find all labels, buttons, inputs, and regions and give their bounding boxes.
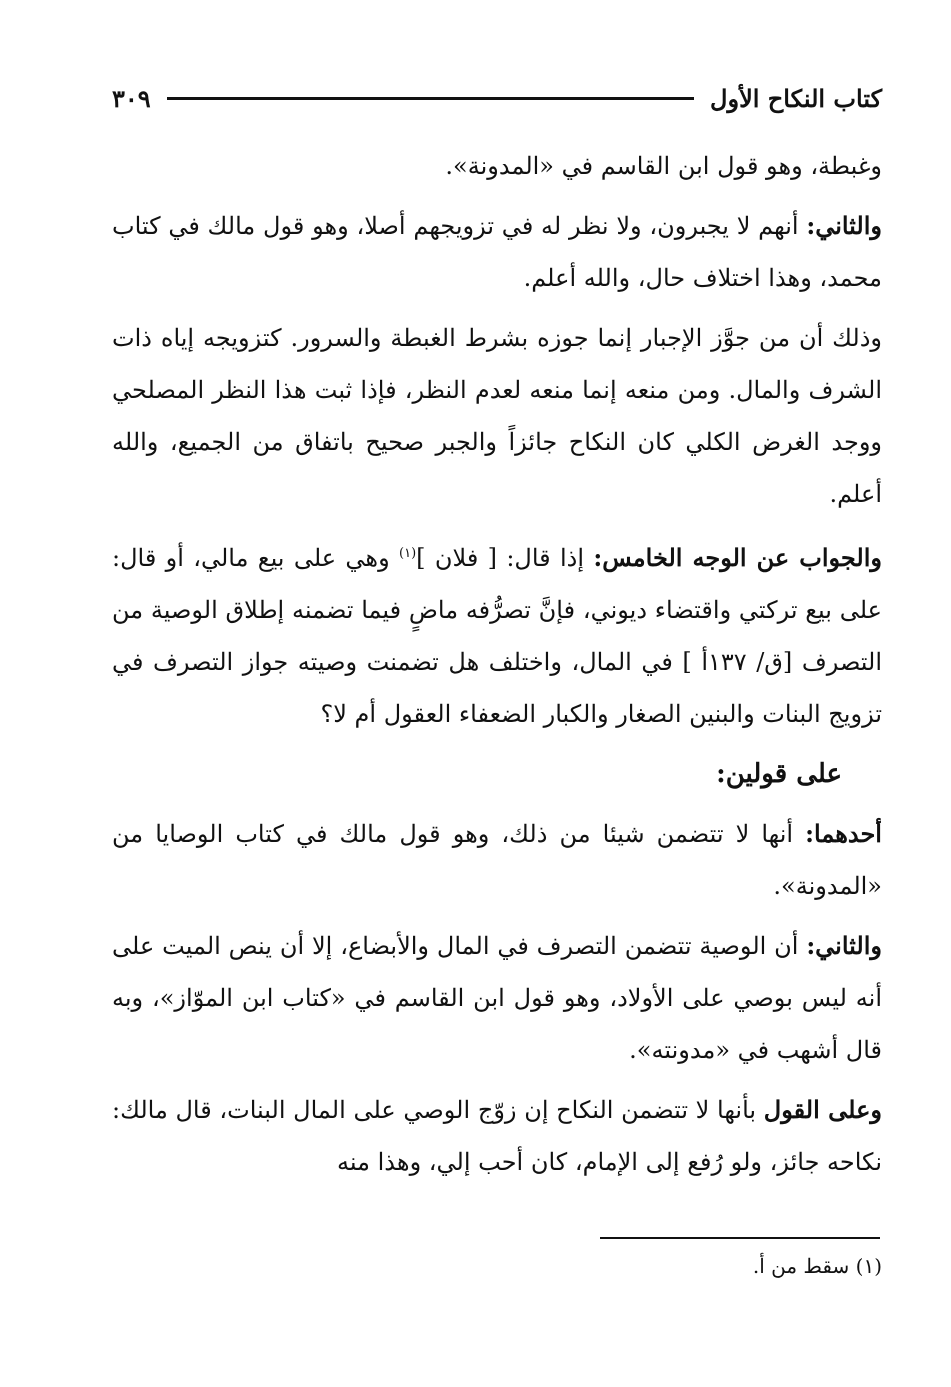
paragraph-lead: وعلى القول [763, 1095, 883, 1124]
paragraph [112, 312, 882, 520]
paragraph [112, 808, 882, 912]
main-text [112, 140, 882, 1196]
paragraph-text: أنها لا تتضمن شيئا من ذلك، وهو قول مالك في كتاب الوصايا من «المدونة». [112, 820, 882, 900]
paragraph-text: إذا قال: [ فلان ] [416, 544, 584, 572]
paragraph-text: أن الوصية تتضمن التصرف في المال والأبضاع، إلا أن ينص الميت على أنه ليس بوصي على الأولاد، وهو قول ابن القاسم في «كتاب ابن الموّاز»، وبه قال أشهب في «مدونته». [112, 932, 882, 1064]
paragraph-lead: أحدهما: [805, 819, 882, 848]
footnote: (١) سقط من أ. [752, 1254, 882, 1278]
paragraph [112, 1084, 882, 1188]
paragraph-text: وغبطة، وهو قول ابن القاسم في «المدونة». [445, 152, 882, 180]
section-heading: على قولين: [716, 759, 842, 789]
paragraph-lead: والثاني: [806, 211, 882, 240]
chapter-title: كتاب النكاح الأول [710, 83, 882, 113]
paragraph [112, 140, 882, 192]
paragraph-text: بأنها لا تتضمن النكاح إن زوّج الوصي على المال البنات، قال مالك: نكاحه جائز، ولو رُفع إلى الإمام، كان أحب إلي، وهذا منه [112, 1096, 882, 1176]
paragraph-text: أنهم لا يجبرون، ولا نظر له في تزويجهم أصلا، وهو قول مالك في كتاب محمد، وهذا اختلاف حال، والله أعلم. [112, 212, 882, 292]
paragraph [112, 200, 882, 304]
footnote-separator [600, 1237, 880, 1239]
running-header [112, 78, 882, 118]
header-rule [167, 97, 694, 100]
paragraph [112, 528, 882, 740]
paragraph-lead: والجواب عن الوجه الخامس: [593, 543, 882, 572]
paragraph-lead: والثاني: [806, 931, 882, 960]
paragraph [112, 920, 882, 1076]
paragraph-text: وذلك أن من جوَّز الإجبار إنما جوزه بشرط الغبطة والسرور. كتزويجه إياه ذات الشرف والمال. ومن منعه إنما منعه لعدم النظر، فإذا ثبت هذا النظر المصلحي ووجد الغرض الكلي كان النكاح جائزاً والجبر صحيح باتفاق من الجميع، والله أعلم. [112, 324, 882, 508]
footnote-marker: (١) [399, 546, 417, 561]
paragraph-text: وهي على بيع مالي، أو قال: على بيع تركتي واقتضاء ديوني، فإنَّ تصرُّفه ماضٍ فيما تضمنه إطلاق الوصية من التصرف [ق/ ١٣٧أ ] في المال، واختلف هل تضمنت وصيته جواز التصرف في تزويج البنات والبنين الصغار والكبار الضعفاء العقول أم لا؟ [112, 544, 882, 728]
page-number: ٣٠٩ [112, 83, 151, 113]
